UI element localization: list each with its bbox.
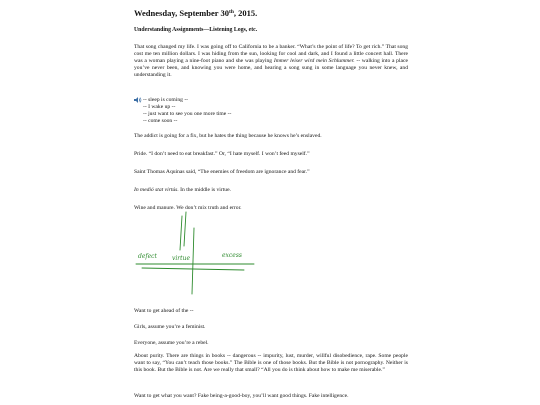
sketch-label-defect: defect <box>138 253 157 260</box>
poem-line: -- I wake up -- <box>143 104 176 110</box>
entry-date: Wednesday, September 30th, 2015. <box>134 8 258 18</box>
sketch-line-left <box>180 216 182 250</box>
poem-line: -- just want to see you one more time -- <box>143 111 232 117</box>
intro-paragraph: That song changed my life. I was going off to California to be a banker. “What’s the point of life? To get rich.” That song cost me ten million dollars. I was hiding from the sun, looking for cool and dark, and I found a little concert hall. There was a woman playing a nine-foot piano and she was playing Immer leiser wird mein Schlummer. -- walking into a place you’ve never been, and knowing you were home, and hearing a song sung in some language you never knew, and understanding it. <box>134 44 408 78</box>
latin-paragraph: In medió stat virtús. In the middle is virtue. <box>134 187 231 193</box>
sketch-label-virtue: virtue <box>172 255 191 262</box>
virtue-sketch <box>134 208 264 298</box>
fake-paragraph: Want to get what you want? Fake being-a-good-boy, you’ll want good things. Fake intelligence. <box>134 393 349 399</box>
purity-paragraph: About purity. There are things in books -- dangerous -- impurity, lust, murder, willful disobedience, rape. Some people want to say, “You can’t teach those books.” The Bible is one of those books. But the Bible is not pornography. Neither is this book. But the Bible is not. Are we really that small? “All you do is think about how to make me miserable.” <box>134 353 408 373</box>
audio-speaker-icon[interactable] <box>134 97 142 103</box>
wine-paragraph: Wine and manure. We don’t mix truth and error. <box>134 205 242 211</box>
poem-line: -- sleep is coming -- <box>143 97 189 103</box>
aquinas-paragraph: Saint Thomas Aquinas said, “The enemies of freedom are ignorance and fear.” <box>134 169 310 175</box>
song-title: Immer leiser wird mein Schlummer. <box>273 58 355 64</box>
everyone-paragraph: Everyone, assume you’re a rebel. <box>134 340 209 346</box>
pride-paragraph: Pride. “I don’t need to eat breakfast.” Or, “I hate myself. I won’t feed myself.” <box>134 151 310 157</box>
entry-heading: Understanding Assignments—Listening Logs, etc. <box>134 27 258 33</box>
sketch-line-long <box>192 228 194 294</box>
sketch-line-center <box>184 212 186 246</box>
sketch-label-excess: excess <box>222 252 243 259</box>
girls-paragraph: Girls, assume you’re a feminist. <box>134 324 206 330</box>
ahead-paragraph: Want to get ahead of the -- <box>134 308 194 314</box>
addict-paragraph: The addict is going for a fix, but he hates the thing because he knows he’s enslaved. <box>134 133 322 139</box>
poem-line: -- come soon -- <box>143 118 178 124</box>
